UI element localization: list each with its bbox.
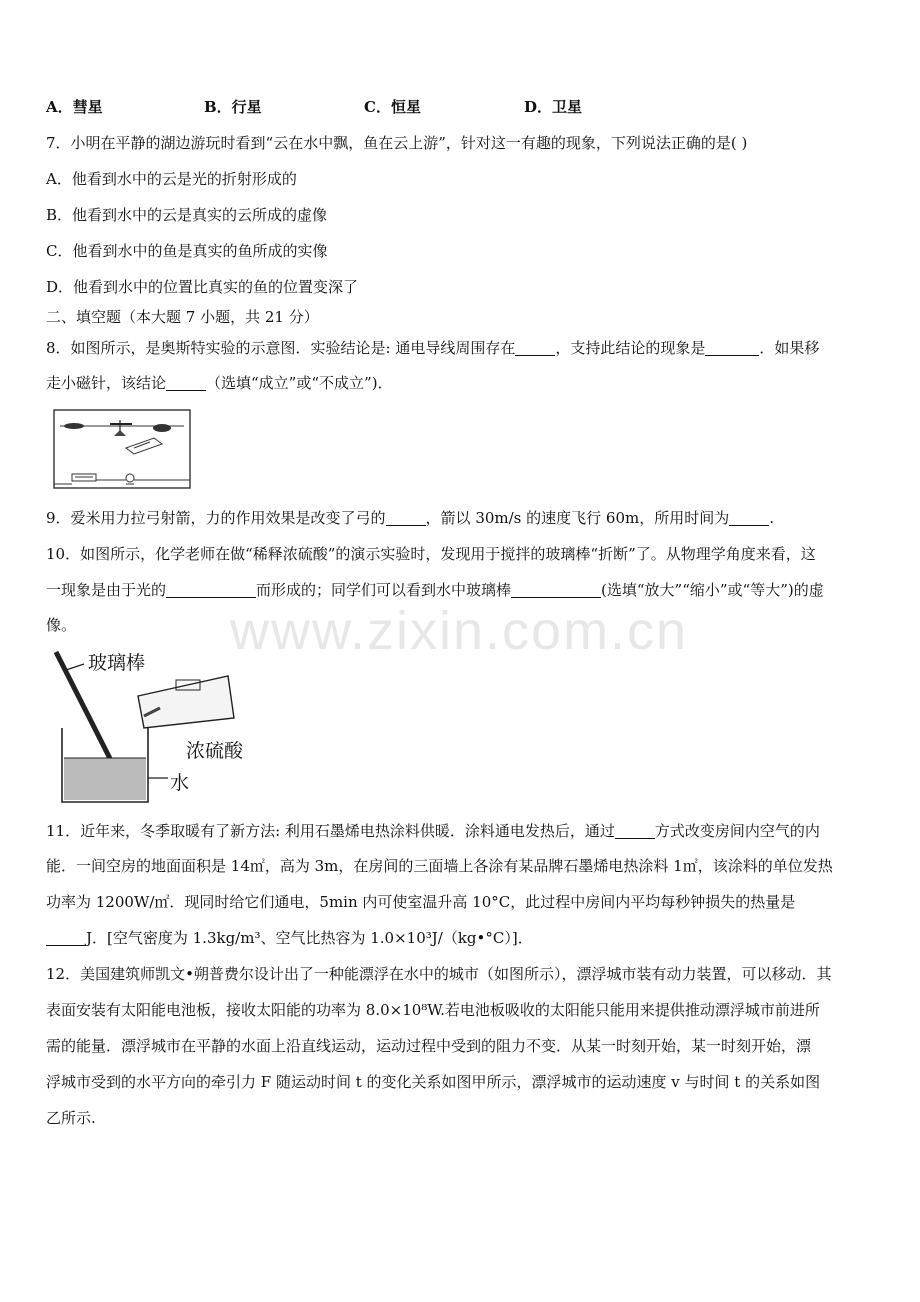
q12-line-2: 表面安装有太阳能电池板，接收太阳能的功率为 8.0×10⁸W.若电池板吸收的太阳能只能用来提供推动漂浮城市前进所 [46,1001,820,1019]
q7-option-c: C．他看到水中的鱼是真实的鱼所成的实像 [46,242,328,260]
q6-option-c: C．恒星 [364,98,421,116]
blank[interactable] [46,929,86,946]
q11-line-1 [46,820,820,842]
blank[interactable] [511,581,601,598]
q9-text-3: . [769,509,775,527]
q8-line-1 [46,337,819,359]
q12-line-4: 浮城市受到的水平方向的牵引力 F 随运动时间 t 的变化关系如图甲所示，漂浮城市的运动速度 v 与时间 t 的关系如图 [46,1073,821,1091]
q6-option-d: D．卫星 [524,98,583,116]
q11-text-1: 11．近年来，冬季取暖有了新方法: 利用石墨烯电热涂料供暖．涂料通电发热后，通过 [46,822,615,840]
q11-text-2: 方式改变房间内空气的内 [654,822,820,840]
q10-text-3: (选填“放大”“缩小”或“等大”)的虚 [601,581,824,599]
q11-line-2: 能．一间空房的地面面积是 14㎡，高为 3m，在房间的三面墙上各涂有某品牌石墨烯电热涂料 1㎡，该涂料的单位发热 [46,857,833,875]
q12-line-5: 乙所示. [46,1109,96,1127]
q10-text-2: 而形成的；同学们可以看到水中玻璃棒 [256,581,512,599]
q9-text-2: ，箭以 30m/s 的速度飞行 60m，所用时间为 [425,509,730,527]
q10-text-1: 一现象是由于光的 [46,581,167,599]
section-heading: 二、填空题（本大题 7 小题，共 21 分） [46,308,319,326]
q8-text-2: ，支持此结论的现象是 [555,339,706,357]
beaker-drawing [48,646,248,808]
q7-option-b: B．他看到水中的云是真实的云所成的虚像 [46,206,328,224]
q7-stem: 7．小明在平静的湖边游玩时看到“云在水中飘，鱼在云上游”，针对这一有趣的现象，下列说法正确的是( ) [46,134,748,152]
q7-option-a: A．他看到水中的云是光的折射形成的 [46,170,297,188]
q12-line-3: 需的能量．漂浮城市在平静的水面上沿直线运动，运动过程中受到的阻力不变．从某一时刻开始，某一时刻开始，漂 [46,1037,812,1055]
q11-line-3: 功率为 1200W/㎡．现同时给它们通电，5min 内可使室温升高 10°C，此过程中房间内平均每秒钟损失的热量是 [46,893,796,911]
blank[interactable] [515,339,555,356]
blank[interactable] [166,581,256,598]
watermark: www.zixin.com.cn [230,601,689,661]
blank[interactable] [705,339,759,356]
blank[interactable] [729,509,769,526]
q7-option-d: D．他看到水中的位置比真实的鱼的位置变深了 [46,278,359,296]
blank[interactable] [386,509,426,526]
q8-text-3: ．如果移 [759,339,820,357]
blank[interactable] [615,822,655,839]
q10-line-1: 10．如图所示，化学老师在做“稀释浓硫酸”的演示实验时，发现用于搅拌的玻璃棒“折断”了。从物理学角度来看，这 [46,545,816,563]
oersted-experiment-figure [50,404,200,496]
q10-line-2 [46,579,824,601]
q10-line-3: 像。 [46,616,77,634]
label-glass-rod: 玻璃棒 [88,652,146,674]
q9-text-1: 9．爱米用力拉弓射箭，力的作用效果是改变了弓的 [46,509,386,527]
blank[interactable] [166,374,206,391]
q8-line-2 [46,372,393,394]
q12-line-1: 12．美国建筑师凯文•朔普费尔设计出了一种能漂浮在水中的城市（如图所示），漂浮城市装有动力装置，可以移动．其 [46,965,832,983]
q8-text-4: 走小磁针，该结论 [46,374,167,392]
q8-text-5: （选填“成立”或“不成立”)． [206,374,393,392]
beaker-figure [48,646,248,808]
q11-text-3: J．[空气密度为 1.3kg/m³、空气比热容为 1.0×10³J/（kg•°C）]． [86,929,533,947]
q6-option-a: A．彗星 [46,98,103,116]
label-sulfuric-acid: 浓硫酸 [186,740,244,762]
q6-option-b: B．行星 [204,98,262,116]
q9-line [46,507,774,529]
q8-text-1: 8．如图所示，是奥斯特实验的示意图．实验结论是: 通电导线周围存在 [46,339,516,357]
label-water: 水 [170,772,190,794]
q11-line-4 [46,927,533,949]
